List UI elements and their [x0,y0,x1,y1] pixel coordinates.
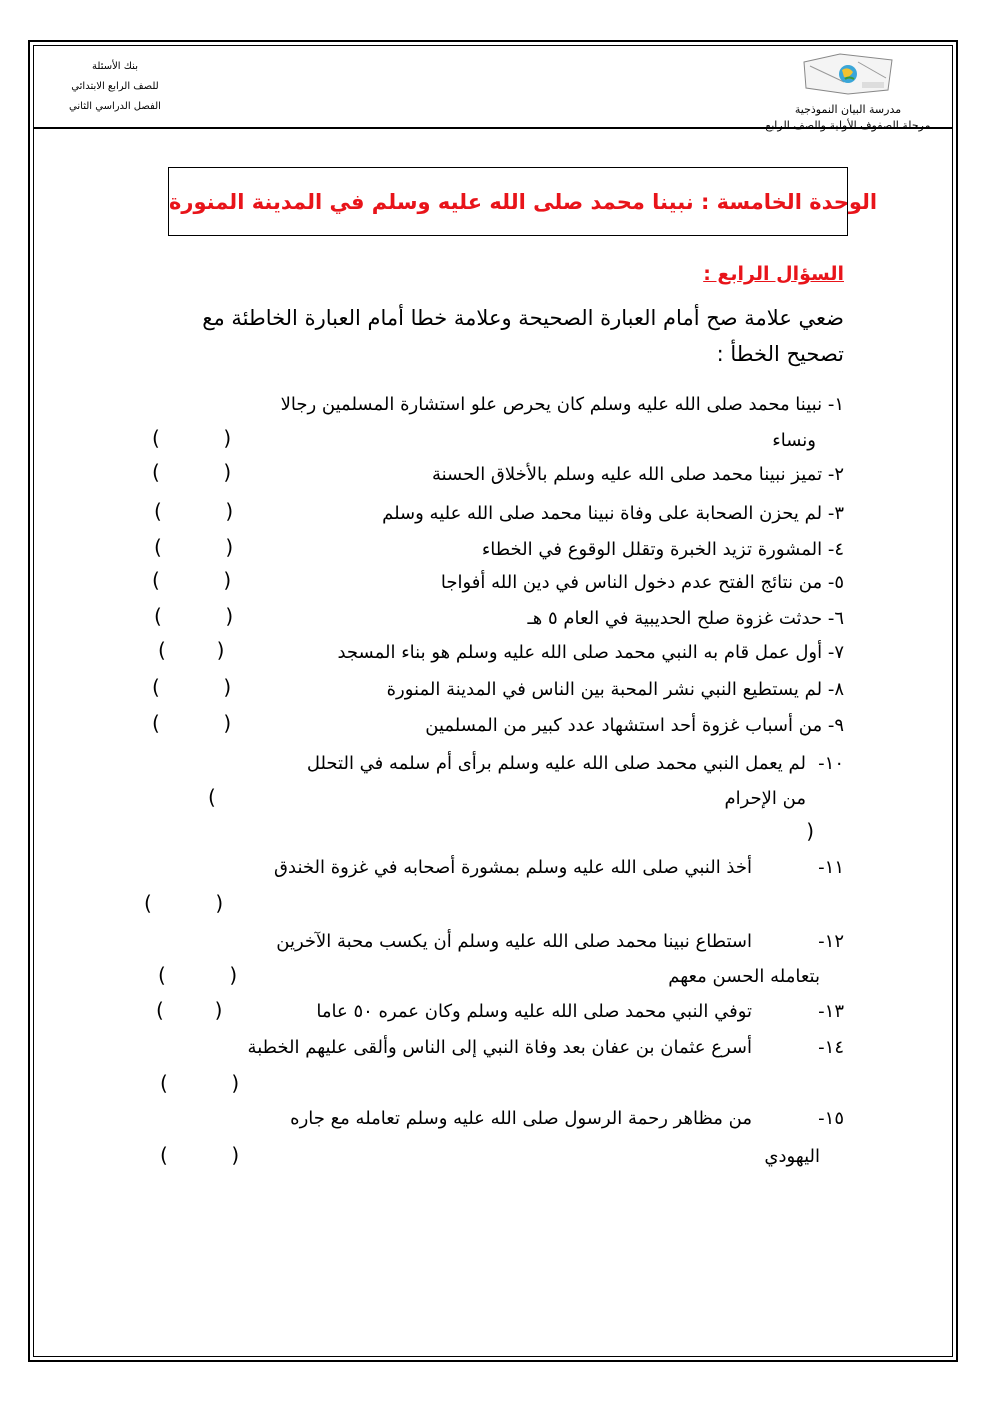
list-item [140,677,844,703]
answer-blank[interactable]: ( ) [154,499,234,523]
list-item [140,640,844,666]
question-title: السؤال الرابع : [703,263,844,285]
item-text: أول عمل قام به النبي محمد صلى الله عليه وسلم هو بناء المسجد [337,642,823,663]
list-item [144,999,844,1027]
list-item [140,537,844,563]
list-item [144,855,844,883]
answer-blank[interactable]: ( ) [152,568,232,592]
instruction-line-1: ضعي علامة صح أمام العبارة الصحيحة وعلامة خطا أمام العبارة الخاطئة مع [202,306,844,330]
item-text: توفي النبي محمد صلى الله عليه وسلم وكان عمره ٥٠ عاما [316,1001,752,1022]
answer-blank[interactable]: ( ) [156,998,223,1022]
school-header [748,52,948,134]
item-text: تميز نبينا محمد صلى الله عليه وسلم بالأخلاق الحسنة [431,464,823,485]
item-text-continued: ونساء [772,430,816,451]
answer-blank[interactable]: ( ) [152,426,232,450]
item-text: من نتائج الفتح عدم دخول الناس في دين الله أفواجا [440,572,823,593]
item-number: ٥- [827,572,844,593]
unit-title: الوحدة الخامسة : نبينا محمد صلى الله عليه وسلم في المدينة المنورة [169,189,878,214]
answer-blank[interactable]: ( ) [160,1071,240,1095]
list-item-continuation [144,892,844,920]
answer-blank[interactable]: ( ) [160,1143,240,1167]
list-item [140,606,844,632]
instruction-line-2: تصحيح الخطأ : [716,342,844,366]
unit-title-box [168,167,878,236]
school-logo-icon [800,52,896,96]
item-number: ٨- [827,679,844,700]
answer-blank-open[interactable]: ( [208,785,216,809]
list-item [144,929,844,957]
answer-blank[interactable]: ( ) [158,963,238,987]
item-number: ١- [827,394,844,415]
item-text-continued: من الإحرام [724,788,806,809]
list-item-continuation [144,964,844,992]
question-bank-info [50,57,180,117]
answer-blank-close[interactable]: ) [806,819,814,843]
item-number: ١٢- [818,931,844,952]
list-item [164,751,844,779]
item-text: لم يستطيع النبي نشر المحبة بين الناس في المدينة المنورة [386,679,823,700]
list-item-continuation [144,1072,844,1100]
answer-blank[interactable]: ( ) [152,460,232,484]
item-text: حدثت غزوة صلح الحديبية في العام ٥ هـ [527,608,823,629]
list-item [140,713,844,739]
answer-blank[interactable]: ( ) [152,675,232,699]
bank-line: للصف الرابع الابتدائي [71,81,159,92]
item-text: أخذ النبي صلى الله عليه وسلم بمشورة أصحابه في غزوة الخندق [274,857,752,878]
item-text: المشورة تزيد الخبرة وتقلل الوقوع في الخطاء [481,539,823,560]
item-text: استطاع نبينا محمد صلى الله عليه وسلم أن يكسب محبة الآخرين [276,931,752,952]
list-item-continuation [164,786,844,814]
list-item [144,1035,844,1063]
school-name: مدرسة البيان النموذجية [794,103,902,116]
item-number: ٧- [827,642,844,663]
item-text: لم يعمل النبي محمد صلى الله عليه وسلم برأى أم سلمه في التحلل [306,753,806,774]
item-text: نبينا محمد صلى الله عليه وسلم كان يحرص علو استشارة المسلمين رجالا [280,394,823,415]
item-number: ٢- [827,464,844,485]
answer-blank[interactable]: ( ) [154,604,234,628]
answer-blank[interactable]: ( ) [144,891,224,915]
list-item [140,392,844,418]
item-number: ١٣- [818,1001,844,1022]
list-item-continuation [144,1144,844,1172]
list-item [140,462,844,488]
item-number: ١٥- [818,1108,844,1129]
list-item-continuation [140,428,844,454]
item-text: أسرع عثمان بن عفان بعد وفاة النبي إلى الناس وألقى عليهم الخطبة [247,1037,752,1058]
item-number: ٣- [827,503,844,524]
item-text: من مظاهر رحمة الرسول صلى الله عليه وسلم تعامله مع جاره [290,1108,752,1129]
bank-line: الفصل الدراسي الثاني [69,101,161,112]
bank-line: بنك الأسئلة [92,61,138,72]
answer-blank[interactable]: ( ) [158,638,225,662]
list-item-continuation [164,820,844,848]
item-number: ١٠- [818,753,844,774]
item-text-continued: اليهودي [764,1146,820,1167]
list-item [140,501,844,527]
answer-blank[interactable]: ( ) [154,535,234,559]
item-number: ١١- [818,857,844,878]
list-item [144,1106,844,1134]
item-number: ٩- [827,715,844,736]
item-text-continued: بتعامله الحسن معهم [668,966,820,987]
answer-blank[interactable]: ( ) [152,711,232,735]
item-number: ١٤- [818,1037,844,1058]
school-stage: مرحلة الصفوف الأولية والصف الرابع [765,119,931,132]
item-text: من أسباب غزوة أحد استشهاد عدد كبير من المسلمين [425,715,823,736]
item-number: ٦- [827,608,844,629]
list-item [140,570,844,596]
item-text: لم يحزن الصحابة على وفاة نبينا محمد صلى الله عليه وسلم [382,503,823,524]
item-number: ٤- [827,539,844,560]
